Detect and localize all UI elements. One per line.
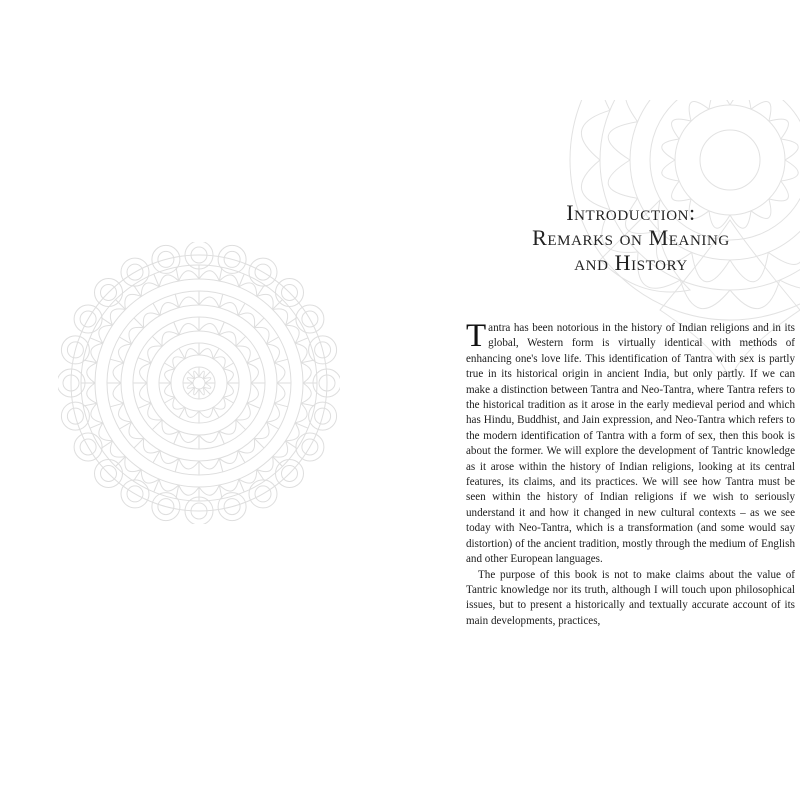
title-line-3: and History	[574, 250, 688, 275]
paragraph-1-text: antra has been notorious in the history of Indian religions and in its global, Western form is virtually identical with methods of enhancing one's love life. This identification of Tantra with sex is partly true in its historical origin in ancient India, but only partly. If we can make a distinction between Tantra and Neo-Tantra, where Tantra refers to the historical tradition as it arose in the early medieval period and which has Hindu, Buddhist, and Jain expression, and Neo-Tantra which refers to the modern identification of Tantra with a form of sex, then this book is about the former. We will explore the development of Tantric knowledge as it arose within the history of Indian religions, looking at its central features, its claims, and its practices. We will see how Tantra must be seen within the history of Indian religions if we wish to seriously understand it and how it changed in new cultural contexts – as we see today with Neo-Tantra, which is a transformation (and some would say distortion) of the ancient tradition, mostly through the medium of English and other European languages.	[466, 322, 795, 566]
title-line-2: Remarks on Meaning	[532, 225, 730, 250]
paragraph-1	[466, 318, 795, 568]
paragraph-2: The purpose of this book is not to make claims about the value of Tantric knowledge nor its truth, although I will touch upon philosophical issues, but to present a historically and textually accurate account of its main developments, practices,	[466, 568, 795, 627]
title-line-1: Introduction:	[566, 200, 696, 225]
drop-cap: T	[466, 318, 487, 354]
chapter-title	[466, 200, 796, 275]
mandala-illustration	[58, 242, 340, 524]
body-text	[466, 318, 795, 629]
